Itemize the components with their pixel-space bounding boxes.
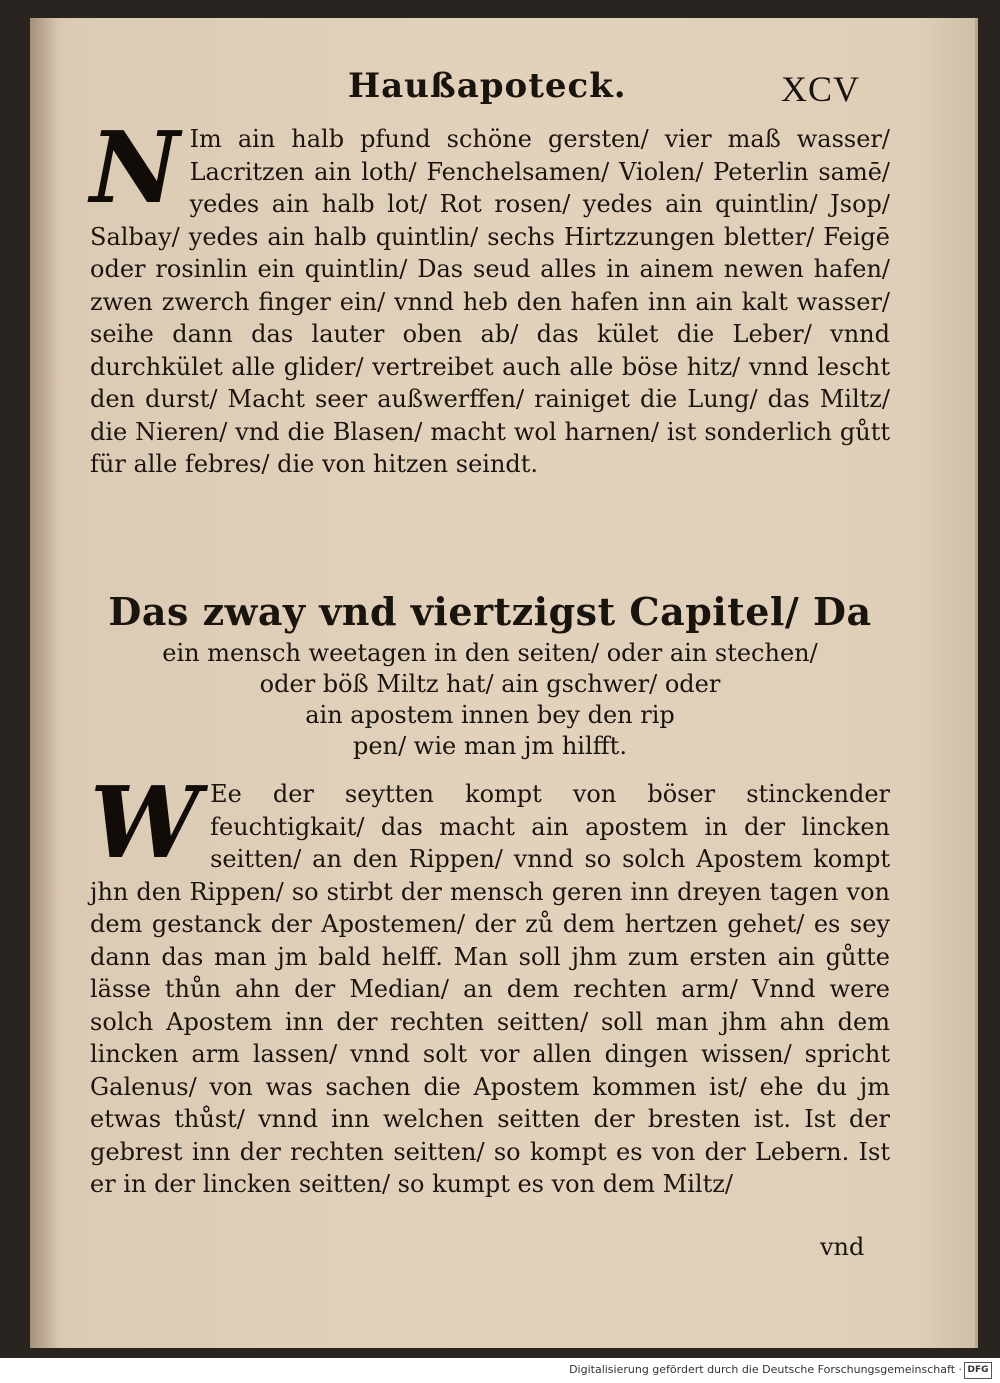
paragraph-1-text: Im ain halb pfund schöne gersten/ vier maß wasser/ Lacritzen ain loth/ Fenchelsamen/ Violen/ Peterlin samē/ yedes ain halb lot/ Rot rosen/ yedes ain quintlin/ Jsop/ Salbay/ yedes ain halb quintlin/ sechs Hirtzzungen bletter/ Feigē oder rosinlin ein quintlin/ Das seud alles in ainem newen hafen/ zwen zwerch finger ein/ vnnd heb den hafen inn ain kalt wasser/ seihe dann das lauter oben ab/ das kület die Leber/ vnnd durchkület alle glider/ vertreibet auch alle böse hitz/ vnnd lescht den durst/ Macht seer außwerffen/ rainiget die Lung/ das Miltz/ die Nieren/ vnd die Blasen/ macht wol harnen/ ist sonderlich gůtt für alle febres/ die von hitzen seindt. [90, 125, 890, 478]
catchword: vnd [820, 1233, 865, 1261]
paragraph-1 [90, 111, 890, 481]
decorated-initial: N [90, 111, 180, 226]
running-title: Haußapoteck. [348, 66, 627, 106]
decorated-initial: W [90, 766, 201, 881]
chapter-title: Das zway vnd viertzigst Capitel/ Da [108, 589, 872, 634]
page-header [30, 66, 975, 116]
dfg-logo: DFG [964, 1362, 992, 1379]
paragraph-2 [90, 766, 890, 1201]
book-page [30, 18, 978, 1348]
chapter-subtitle-line: ein mensch weetagen in den seiten/ oder ain stechen/ [162, 639, 818, 667]
gutter-shadow [30, 18, 58, 1348]
folio-number: XCV [780, 69, 860, 109]
digitization-footer [0, 1358, 1000, 1383]
funding-credit: Digitalisierung gefördert durch die Deutsche Forschungsgemeinschaft · [569, 1363, 962, 1376]
paragraph-2-text: Ee der seytten kompt von böser stinckender feuchtigkait/ das macht ain apostem in der lincken seitten/ an den Rippen/ vnnd so solch Apostem kompt jhn den Rippen/ so stirbt der mensch geren inn dreyen tagen von dem gestanck der Apostemen/ der zů dem hertzen gehet/ es sey dann das man jm bald helff. Man soll jhm zum ersten ain gůtte lässe thůn ahn der Median/ an dem rechten arm/ Vnnd were solch Apostem inn der rechten seitten/ soll man jhm ahn dem lincken arm lassen/ vnnd solt vor allen dingen wissen/ spricht Galenus/ von was sachen die Apostem kommen ist/ ehe du jm etwas thůst/ vnnd inn welchen seitten der bresten ist. Ist der gebrest inn der rechten seitten/ so kompt es von der Lebern. Ist er in der lincken seitten/ so kumpt es von dem Miltz/ [90, 780, 890, 1198]
chapter-heading [90, 586, 890, 762]
chapter-subtitle-line: ain apostem innen bey den rip [305, 701, 675, 729]
chapter-subtitle-line: oder böß Miltz hat/ ain gschwer/ oder [259, 670, 721, 698]
chapter-subtitle-line: pen/ wie man jm hilfft. [353, 732, 627, 760]
